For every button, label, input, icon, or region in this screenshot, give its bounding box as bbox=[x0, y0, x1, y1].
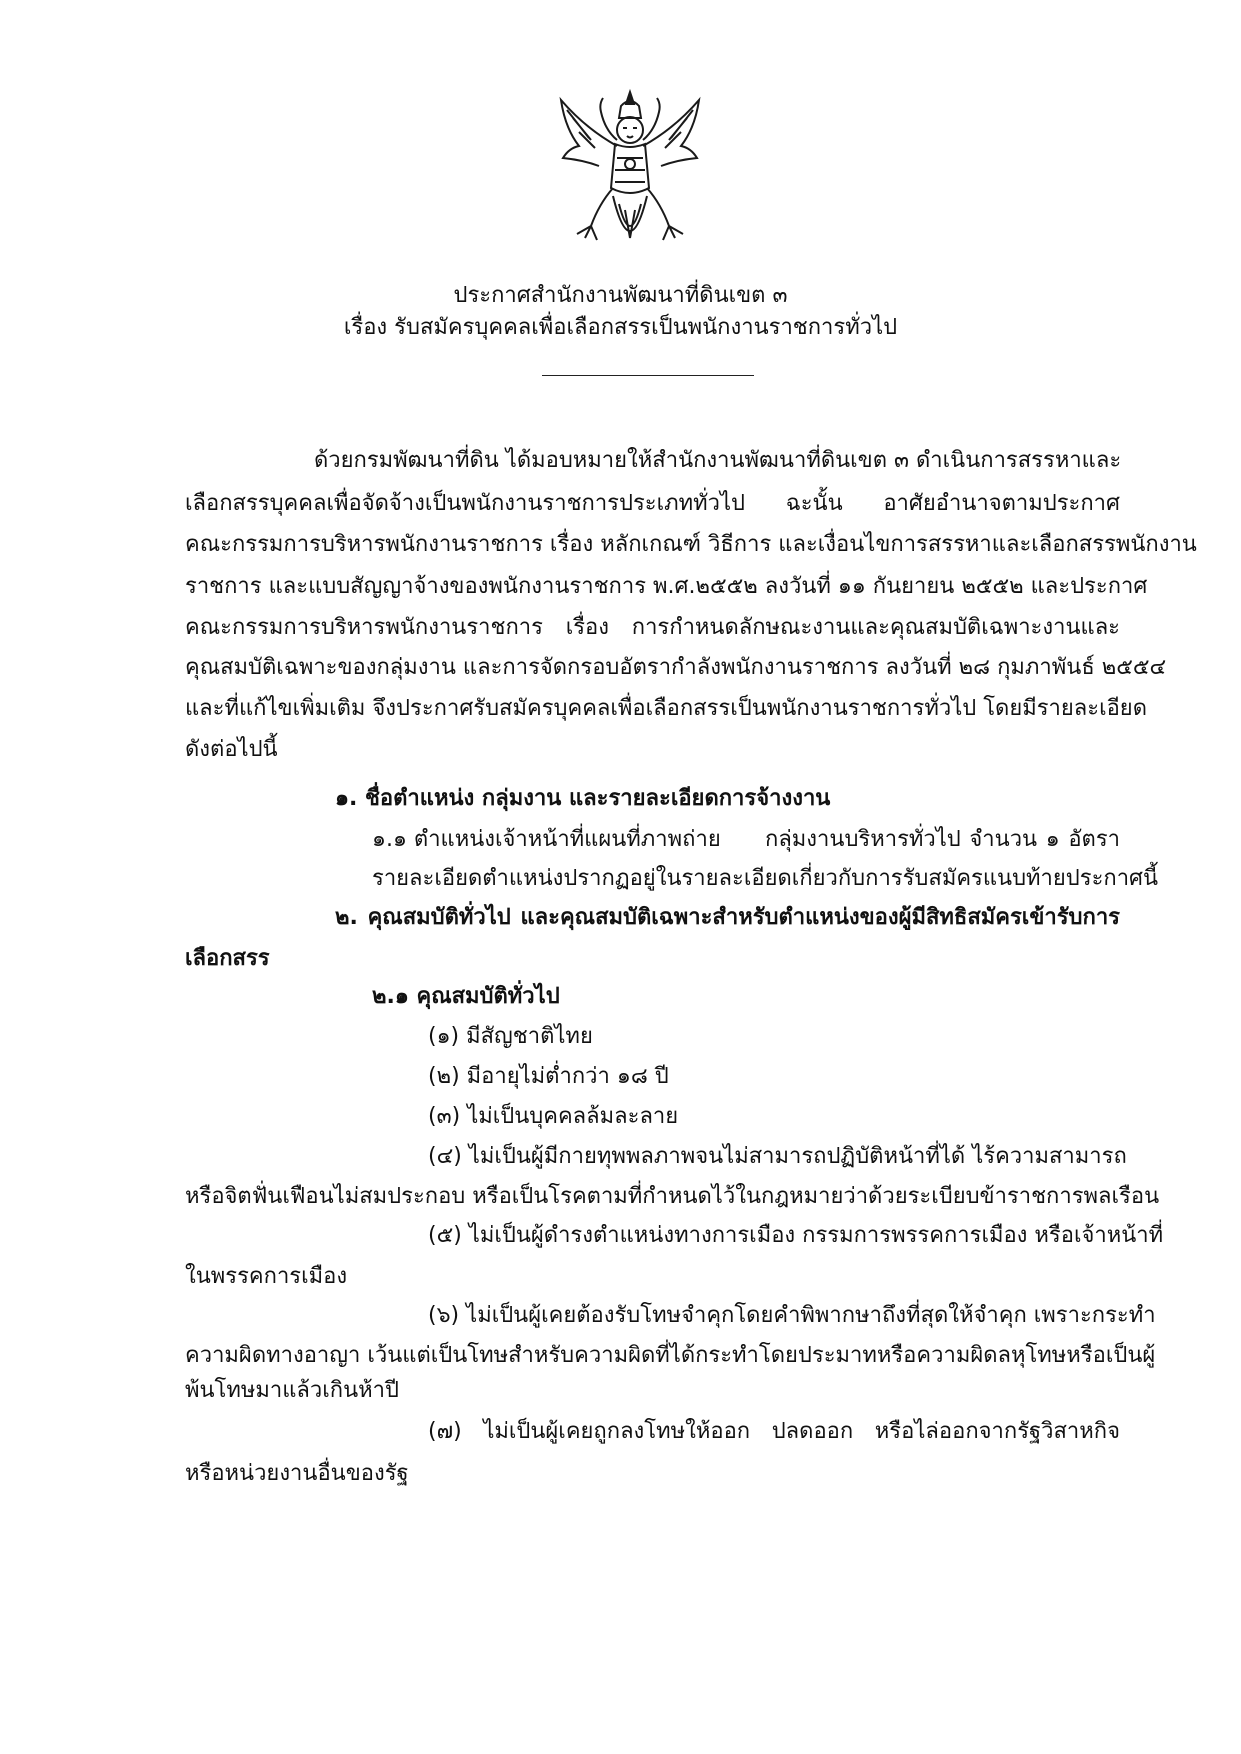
document-subject: เรื่อง รับสมัครบุคคลเพื่อเลือกสรรเป็นพนักงานราชการทั่วไป bbox=[343, 315, 898, 340]
qualification-item-3: (๓) ไม่เป็นบุคคลล้มละลาย bbox=[428, 1104, 679, 1129]
qualification-item-1: (๑) มีสัญชาติไทย bbox=[428, 1024, 593, 1049]
document-title: ประกาศสำนักงานพัฒนาที่ดินเขต ๓ bbox=[453, 283, 788, 308]
section-1-heading: ๑. ชื่อตำแหน่ง กลุ่มงาน และรายละเอียดการจ้างงาน bbox=[335, 786, 831, 811]
intro-line-2: เลือกสรรบุคคลเพื่อจัดจ้างเป็นพนักงานราชการประเภททั่วไป ฉะนั้น อาศัยอำนาจตามประกาศ bbox=[185, 491, 1120, 516]
qualification-item-4: (๔) ไม่เป็นผู้มีกายทุพพลภาพจนไม่สามารถปฏิบัติหน้าที่ได้ ไร้ความสามารถ bbox=[428, 1144, 1127, 1169]
intro-line-7: และที่แก้ไขเพิ่มเติม จึงประกาศรับสมัครบุคคลเพื่อเลือกสรรเป็นพนักงานราชการทั่วไป โดยมีรายละเอียด bbox=[185, 696, 1147, 721]
section-2-heading-cont: เลือกสรร bbox=[185, 946, 270, 971]
intro-line-6: คุณสมบัติเฉพาะของกลุ่มงาน และการจัดกรอบอัตรากำลังพนักงานราชการ ลงวันที่ ๒๘ กุมภาพันธ์ ๒๕๕๔ bbox=[185, 655, 1167, 680]
item-1-1-group: กลุ่มงานบริหารทั่วไป จำนวน ๑ อัตรา bbox=[765, 827, 1120, 852]
intro-line-4: ราชการ และแบบสัญญาจ้างของพนักงานราชการ พ.ศ.๒๕๕๒ ลงวันที่ ๑๑ กันยายน ๒๕๕๒ และประกาศ bbox=[185, 574, 1148, 599]
item-1-1-detail: รายละเอียดตำแหน่งปรากฏอยู่ในรายละเอียดเกี่ยวกับการรับสมัครแนบท้ายประกาศนี้ bbox=[372, 866, 1159, 891]
intro-line-5: คณะกรรมการบริหารพนักงานราชการ เรื่อง การกำหนดลักษณะงานและคุณสมบัติเฉพาะงานและ bbox=[185, 615, 1120, 640]
qualification-item-4-cont: หรือจิตฟั่นเฟือนไม่สมประกอบ หรือเป็นโรคตามที่กำหนดไว้ในกฎหมายว่าด้วยระเบียบข้าราชการพลเรือน bbox=[185, 1184, 1160, 1209]
qualification-item-7-cont: หรือหน่วยงานอื่นของรัฐ bbox=[185, 1461, 409, 1486]
section-2-heading: ๒. คุณสมบัติทั่วไป และคุณสมบัติเฉพาะสำหรับตำแหน่งของผู้มีสิทธิสมัครเข้ารับการ bbox=[335, 905, 1120, 930]
intro-line-3: คณะกรรมการบริหารพนักงานราชการ เรื่อง หลักเกณฑ์ วิธีการ และเงื่อนไขการสรรหาและเลือกสรรพนักงาน bbox=[185, 532, 1197, 557]
section-2-1-heading: ๒.๑ คุณสมบัติทั่วไป bbox=[372, 984, 560, 1009]
intro-line-8: ดังต่อไปนี้ bbox=[185, 737, 278, 762]
title-underline bbox=[542, 375, 754, 376]
item-1-1-position: ๑.๑ ตำแหน่งเจ้าหน้าที่แผนที่ภาพถ่าย bbox=[372, 827, 721, 852]
qualification-item-7: (๗) ไม่เป็นผู้เคยถูกลงโทษให้ออก ปลดออก หรือไล่ออกจากรัฐวิสาหกิจ bbox=[428, 1419, 1120, 1444]
qualification-item-6-cont2: พ้นโทษมาแล้วเกินห้าปี bbox=[185, 1378, 399, 1403]
garuda-emblem-icon bbox=[555, 88, 705, 266]
qualification-item-5: (๕) ไม่เป็นผู้ดำรงตำแหน่งทางการเมือง กรรมการพรรคการเมือง หรือเจ้าหน้าที่ bbox=[428, 1223, 1164, 1248]
qualification-item-2: (๒) มีอายุไม่ต่ำกว่า ๑๘ ปี bbox=[428, 1064, 669, 1089]
qualification-item-6: (๖) ไม่เป็นผู้เคยต้องรับโทษจำคุกโดยคำพิพากษาถึงที่สุดให้จำคุก เพราะกระทำ bbox=[428, 1303, 1156, 1328]
qualification-item-5-cont: ในพรรคการเมือง bbox=[185, 1264, 348, 1289]
qualification-item-6-cont: ความผิดทางอาญา เว้นแต่เป็นโทษสำหรับความผิดที่ได้กระทำโดยประมาทหรือความผิดลหุโทษหรือเป็นผู้ bbox=[185, 1343, 1156, 1368]
intro-line-1: ด้วยกรมพัฒนาที่ดิน ได้มอบหมายให้สำนักงานพัฒนาที่ดินเขต ๓ ดำเนินการสรรหาและ bbox=[314, 448, 1122, 473]
